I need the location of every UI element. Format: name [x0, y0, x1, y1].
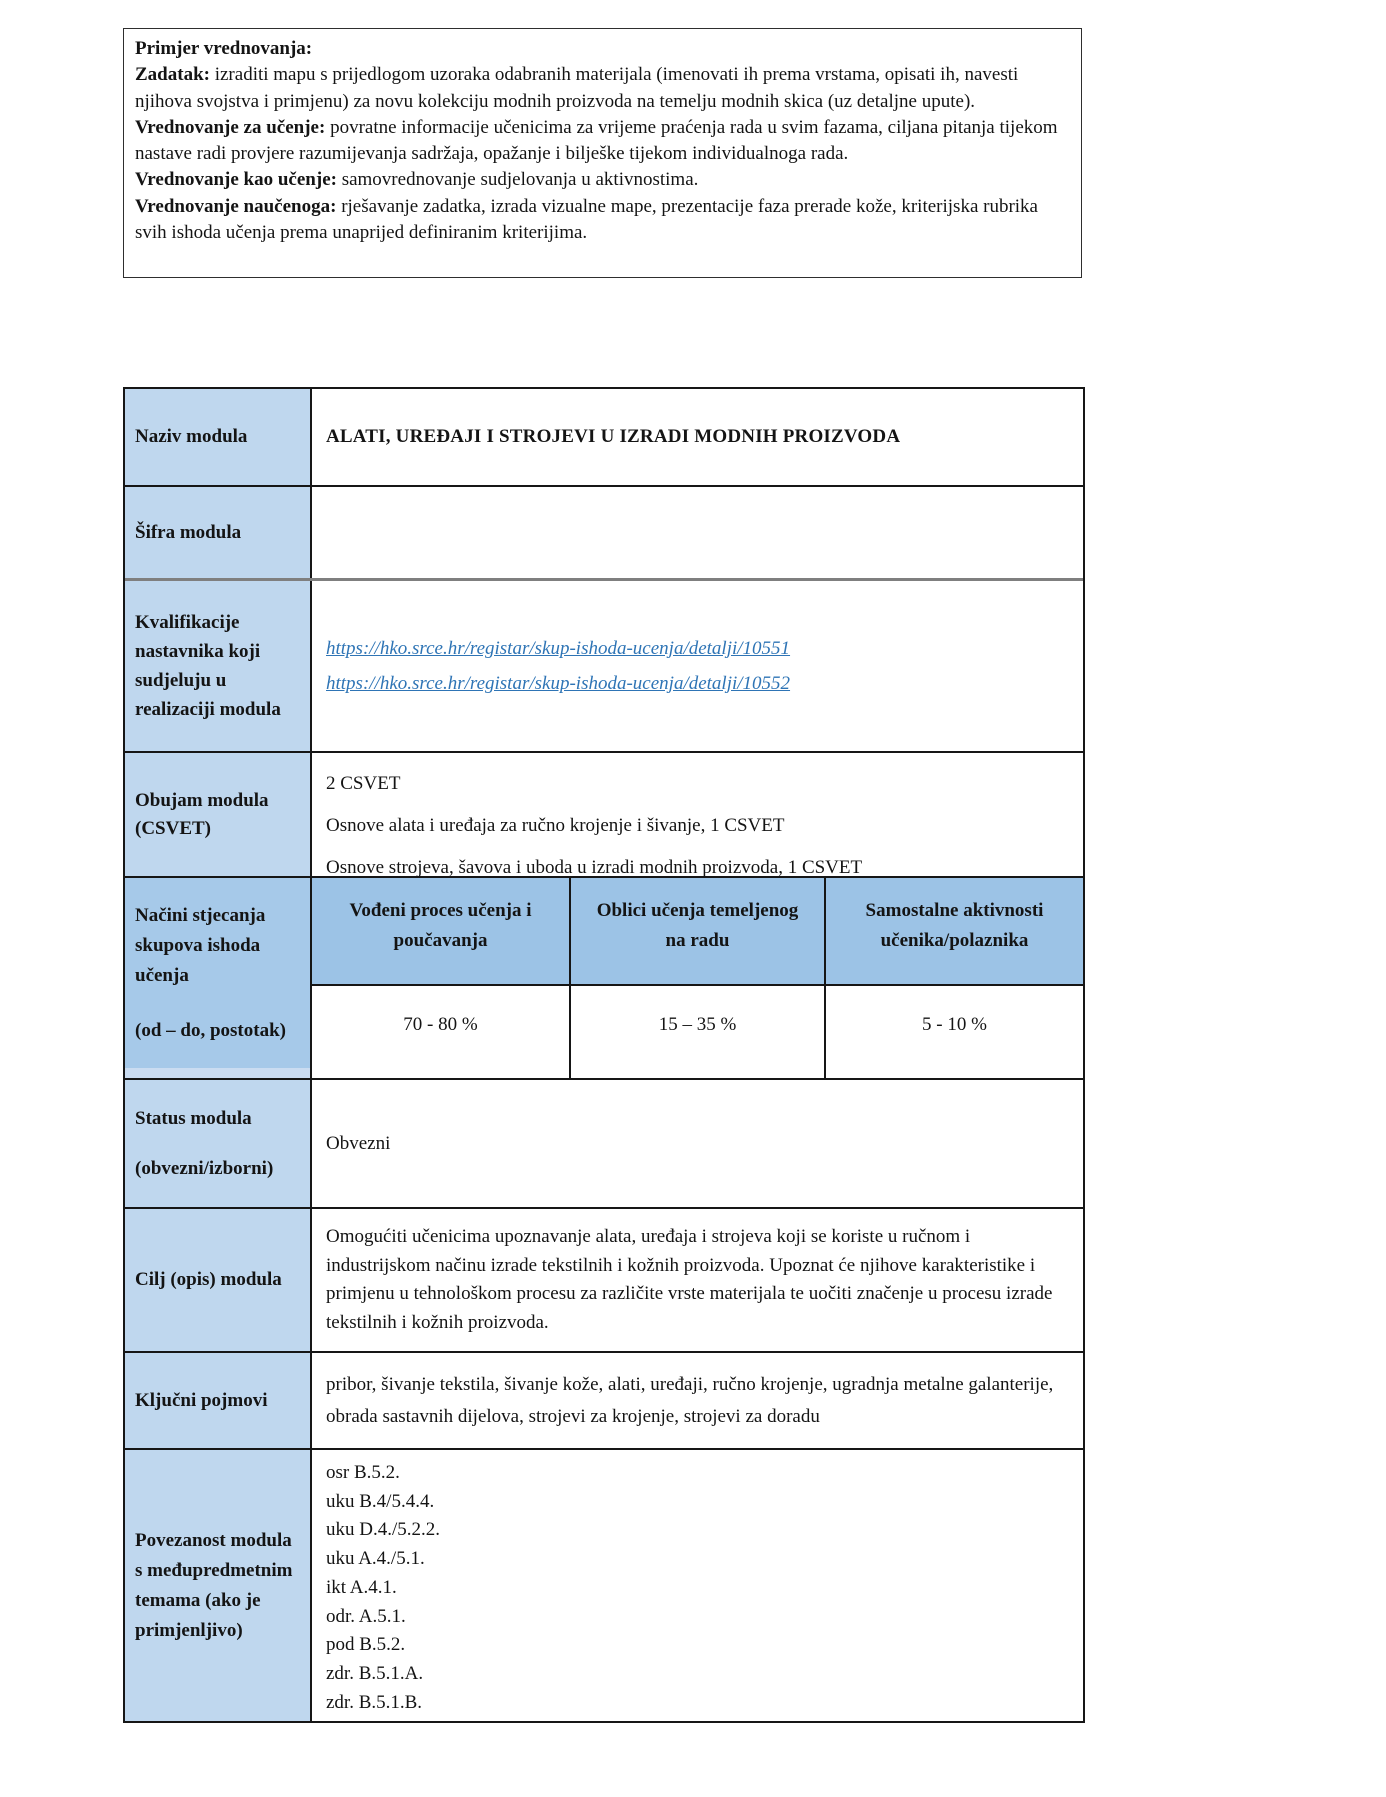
povezanost-label: Povezanost modula s međupredmetnim temama (ako je primjenljivo) — [125, 1450, 312, 1721]
sifra-modula-label: Šifra modula — [125, 487, 312, 578]
intro-line-naucenoga-bold: Vrednovanje naučenoga: — [135, 195, 337, 217]
naziv-modula-value — [312, 389, 1083, 485]
povezanost-line-uku-b: uku B.4/5.4.4. — [326, 1490, 435, 1512]
intro-line-vrednovanje-za-ucenje: Vrednovanje za učenje: povratne informacije učenicima za vrijeme praćenja rada u svim fazama, ciljana pitanja tijekom nastave radi provjere razumijevanja sadržaja, opažanje i bilješke tijekom individualnoga rada. — [135, 116, 1058, 165]
table-row-cilj-modula — [125, 1209, 1083, 1353]
povezanost-line-uku-a: uku A.4./5.1. — [326, 1548, 425, 1570]
module-table — [123, 387, 1085, 1723]
evaluation-example-box — [123, 28, 1082, 278]
kljucni-pojmovi-value — [312, 1353, 1083, 1448]
table-row-obujam-modula — [125, 753, 1083, 878]
naziv-modula-label: Naziv modula — [125, 389, 312, 485]
status-modula-value — [312, 1080, 1083, 1207]
obujam-modula-value — [312, 753, 1083, 876]
intro-line-kao-ucenje-bold: Vrednovanje kao učenje: — [135, 169, 337, 191]
obujam-line-skup-1: Osnove alata i uređaja za ručno krojenje i šivanje, 1 CSVET — [326, 815, 785, 836]
obujam-modula-label: Obujam modula (CSVET) — [125, 753, 312, 876]
table-row-kljucni-pojmovi — [125, 1353, 1083, 1450]
povezanost-value — [312, 1450, 1083, 1721]
table-row-naziv-modula — [125, 389, 1083, 487]
cilj-modula-label: Cilj (opis) modula — [125, 1209, 312, 1351]
status-modula-label — [125, 1080, 312, 1207]
povezanost-line-pod: pod B.5.2. — [326, 1634, 406, 1656]
povezanost-line-zdr-a: zdr. B.5.1.A. — [326, 1662, 424, 1684]
cilj-modula-value — [312, 1209, 1083, 1351]
intro-line-title-bold: Primjer vrednovanja: — [135, 38, 313, 59]
kljucni-pojmovi-label: Ključni pojmovi — [125, 1353, 312, 1448]
status-value-text: Obvezni — [326, 1132, 391, 1154]
povezanost-line-odr: odr. A.5.1. — [326, 1605, 406, 1627]
kljucni-value-text: pribor, šivanje tekstila, šivanje kože, alati, uređaji, ručno krojenje, ugradnja metalne galanterije, obrada sastavnih dijelova, strojevi za krojenje, strojevi za doradu — [326, 1373, 1054, 1427]
nacini-label-main: Načini stjecanja skupova ishoda učenja — [135, 904, 266, 986]
nacini-stjecanja-label — [125, 878, 312, 1078]
povezanost-line-ikt: ikt A.4.1. — [326, 1576, 397, 1598]
intro-line-title — [135, 36, 1070, 62]
table-row-nacini-stjecanja — [125, 878, 1083, 1080]
subtable-value-vodeni-proces: 70 - 80 % — [312, 986, 569, 1078]
cilj-value-text: Omogućiti učenicima upoznavanje alata, uređaja i strojeva koji se koriste u ručnom i industrijskom načinu izrade tekstilnih i kožnih proizvoda. Upoznat će njihove karakteristike i primjenu u tehnološkom procesu za različite vrste materijala te uočiti značenje u procesu izrade tekstilnih i kožnih proizvoda. — [326, 1226, 1053, 1333]
intro-line-zadatak: Zadatak: izraditi mapu s prijedlogom uzoraka odabranih materijala (imenovati ih prema vrstama, opisati ih, navesti njihova svojstva i primjenu) za novu kolekciju modnih proizvoda na temelju modnih skica (uz detaljne upute). — [135, 64, 1019, 112]
hko-link-10551[interactable]: https://hko.srce.hr/registar/skup-ishoda-ucenja/detalji/10551 — [326, 638, 791, 659]
nacini-label-light-strip — [125, 1068, 310, 1078]
status-label-sub: (obvezni/izborni) — [135, 1157, 274, 1179]
nacini-stjecanja-subtable — [312, 878, 1083, 1078]
table-row-sifra-modula — [125, 487, 1083, 581]
subtable-header-samostalne-aktivnosti: Samostalne aktivnosti učenika/polaznika — [826, 878, 1083, 986]
subtable-header-oblici-ucenja: Oblici učenja temeljenog na radu — [569, 878, 826, 986]
povezanost-line-zdr-b: zdr. B.5.1.B. — [326, 1691, 423, 1713]
obujam-line-total: 2 CSVET — [326, 773, 401, 794]
sifra-modula-value — [312, 487, 1083, 578]
subtable-value-oblici-ucenja: 15 – 35 % — [569, 986, 826, 1078]
intro-line-za-ucenje-bold: Vrednovanje za učenje: — [135, 116, 326, 138]
hko-link-10552[interactable]: https://hko.srce.hr/registar/skup-ishoda-ucenja/detalji/10552 — [326, 673, 791, 694]
subtable-value-samostalne-aktivnosti: 5 - 10 % — [826, 986, 1083, 1078]
status-label-main: Status modula — [135, 1107, 252, 1129]
table-row-status-modula — [125, 1080, 1083, 1209]
kvalifikacije-label: Kvalifikacije nastavnika koji sudjeluju u realizaciji modula — [125, 581, 312, 751]
kvalifikacije-value — [312, 581, 1083, 751]
intro-line-vrednovanje-naucenoga: Vrednovanje naučenoga: rješavanje zadatka, izrada vizualne mape, prezentacije faza prerade kože, kriterijska rubrika svih ishoda učenja prema unaprijed definiranim kriterijima. — [135, 195, 1038, 244]
intro-line-vrednovanje-kao-ucenje: Vrednovanje kao učenje: samovrednovanje sudjelovanja u aktivnostima. — [135, 169, 699, 191]
table-row-povezanost-modula — [125, 1450, 1083, 1721]
module-title-text: ALATI, UREĐAJI I STROJEVI U IZRADI MODNIH PROIZVODA — [326, 426, 901, 447]
povezanost-line-uku-d: uku D.4./5.2.2. — [326, 1519, 440, 1541]
table-row-kvalifikacije — [125, 581, 1083, 753]
povezanost-line-osr: osr B.5.2. — [326, 1462, 400, 1483]
nacini-label-sub: (od – do, postotak) — [135, 1019, 286, 1041]
obujam-line-skup-2: Osnove strojeva, šavova i uboda u izradi modnih proizvoda, 1 CSVET — [326, 857, 863, 878]
subtable-header-vodeni-proces: Vođeni proces učenja i poučavanja — [312, 878, 569, 986]
intro-line-zadatak-bold: Zadatak: — [135, 64, 210, 86]
